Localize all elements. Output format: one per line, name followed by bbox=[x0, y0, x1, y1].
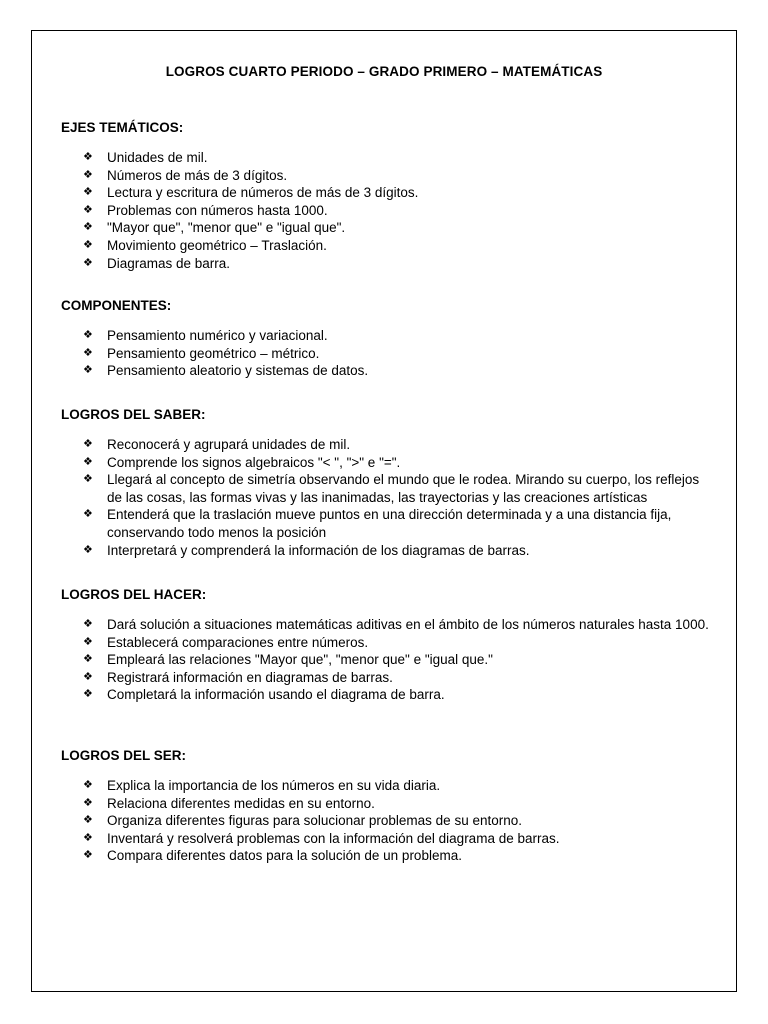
list-item: ❖ Dará solución a situaciones matemáticas aditivas en el ámbito de los números naturales hasta 1000. bbox=[83, 617, 709, 632]
bullet-list bbox=[61, 149, 716, 272]
diamond-bullet-icon: ❖ bbox=[83, 831, 93, 844]
list-item: ❖ Diagramas de barra. bbox=[83, 255, 231, 271]
diamond-bullet-icon: ❖ bbox=[83, 779, 93, 791]
diamond-bullet-icon: ❖ bbox=[83, 221, 93, 234]
list-item: ❖ Reconocerá y agrupará unidades de mil. bbox=[83, 437, 351, 452]
section-ejes-tematicos bbox=[61, 119, 716, 272]
bullet-list bbox=[61, 436, 716, 559]
diamond-bullet-icon: ❖ bbox=[83, 508, 93, 521]
list-item: ❖ Empleará las relaciones "Mayor que", "menor que" e "igual que." bbox=[83, 652, 493, 668]
diamond-bullet-icon: ❖ bbox=[83, 849, 93, 862]
section-componentes bbox=[61, 297, 716, 380]
section-heading: LOGROS DEL SABER: bbox=[61, 407, 206, 422]
diamond-bullet-icon: ❖ bbox=[83, 438, 93, 450]
list-item: ❖ Compara diferentes datos para la solución de un problema. bbox=[83, 848, 462, 864]
list-item: ❖ Problemas con números hasta 1000. bbox=[83, 202, 328, 218]
list-item: ❖ Relaciona diferentes medidas en su entorno. bbox=[83, 795, 375, 811]
diamond-bullet-icon: ❖ bbox=[83, 329, 93, 341]
bullet-list bbox=[61, 327, 716, 380]
diamond-bullet-icon: ❖ bbox=[83, 364, 93, 377]
section-heading: LOGROS DEL HACER: bbox=[61, 587, 207, 602]
section-heading: COMPONENTES: bbox=[61, 298, 172, 313]
list-item: ❖ Unidades de mil. bbox=[83, 150, 208, 165]
diamond-bullet-icon: ❖ bbox=[83, 635, 93, 648]
list-item: ❖ Números de más de 3 dígitos. bbox=[83, 167, 288, 183]
list-item: ❖ Pensamiento geométrico – métrico. bbox=[83, 345, 320, 361]
document-title: LOGROS CUARTO PERIODO – GRADO PRIMERO – MATEMÁTICAS bbox=[165, 64, 603, 79]
list-item: ❖ Interpretará y comprenderá la información de los diagramas de barras. bbox=[83, 542, 530, 558]
diamond-bullet-icon: ❖ bbox=[83, 796, 93, 809]
diamond-bullet-icon: ❖ bbox=[83, 653, 93, 666]
bullet-list bbox=[61, 777, 716, 865]
diamond-bullet-icon: ❖ bbox=[83, 186, 93, 199]
diamond-bullet-icon: ❖ bbox=[83, 688, 93, 701]
list-item: ❖ Establecerá comparaciones entre números. bbox=[83, 634, 369, 650]
list-item: ❖ Organiza diferentes figuras para solucionar problemas de su entorno. bbox=[83, 813, 522, 829]
diamond-bullet-icon: ❖ bbox=[83, 203, 93, 216]
list-item: ❖ Pensamiento aleatorio y sistemas de datos. bbox=[83, 363, 369, 379]
list-item: ❖ Lectura y escritura de números de más de 3 dígitos. bbox=[83, 185, 419, 201]
diamond-bullet-icon: ❖ bbox=[83, 670, 93, 683]
diamond-bullet-icon: ❖ bbox=[83, 618, 93, 630]
diamond-bullet-icon: ❖ bbox=[83, 151, 93, 163]
section-logros-del-ser bbox=[61, 747, 716, 865]
list-item: ❖ Llegará al concepto de simetría observando el mundo que le rodea. Mirando su cuerpo, los reflejos de las cosas, las formas vivas y las inanimadas, las trayectorias y las creaciones artísticas bbox=[83, 472, 700, 505]
diamond-bullet-icon: ❖ bbox=[83, 473, 93, 486]
list-item: ❖ Pensamiento numérico y variacional. bbox=[83, 328, 328, 343]
bullet-list bbox=[61, 616, 716, 704]
diamond-bullet-icon: ❖ bbox=[83, 455, 93, 468]
list-item: ❖ Comprende los signos algebraicos "< ", ">" e "=". bbox=[83, 454, 401, 470]
document-page bbox=[31, 30, 737, 992]
diamond-bullet-icon: ❖ bbox=[83, 238, 93, 251]
list-item: ❖ Movimiento geométrico – Traslación. bbox=[83, 237, 327, 253]
diamond-bullet-icon: ❖ bbox=[83, 256, 93, 269]
list-item: ❖ Completará la información usando el diagrama de barra. bbox=[83, 687, 445, 703]
list-item: ❖ Inventará y resolverá problemas con la información del diagrama de barras. bbox=[83, 830, 560, 846]
section-logros-del-hacer bbox=[61, 586, 716, 704]
list-item: ❖ Registrará información en diagramas de barras. bbox=[83, 669, 393, 685]
list-item: ❖ Explica la importancia de los números en su vida diaria. bbox=[83, 778, 441, 793]
list-item: ❖ "Mayor que", "menor que" e "igual que". bbox=[83, 220, 346, 236]
diamond-bullet-icon: ❖ bbox=[83, 346, 93, 359]
diamond-bullet-icon: ❖ bbox=[83, 814, 93, 827]
diamond-bullet-icon: ❖ bbox=[83, 543, 93, 556]
section-heading: EJES TEMÁTICOS: bbox=[61, 120, 184, 135]
diamond-bullet-icon: ❖ bbox=[83, 168, 93, 181]
list-item: ❖ Entenderá que la traslación mueve puntos en una dirección determinada y a una distancia fija, conservando todo menos la posición bbox=[83, 507, 672, 540]
section-logros-del-saber bbox=[61, 406, 716, 559]
section-heading: LOGROS DEL SER: bbox=[61, 748, 187, 763]
